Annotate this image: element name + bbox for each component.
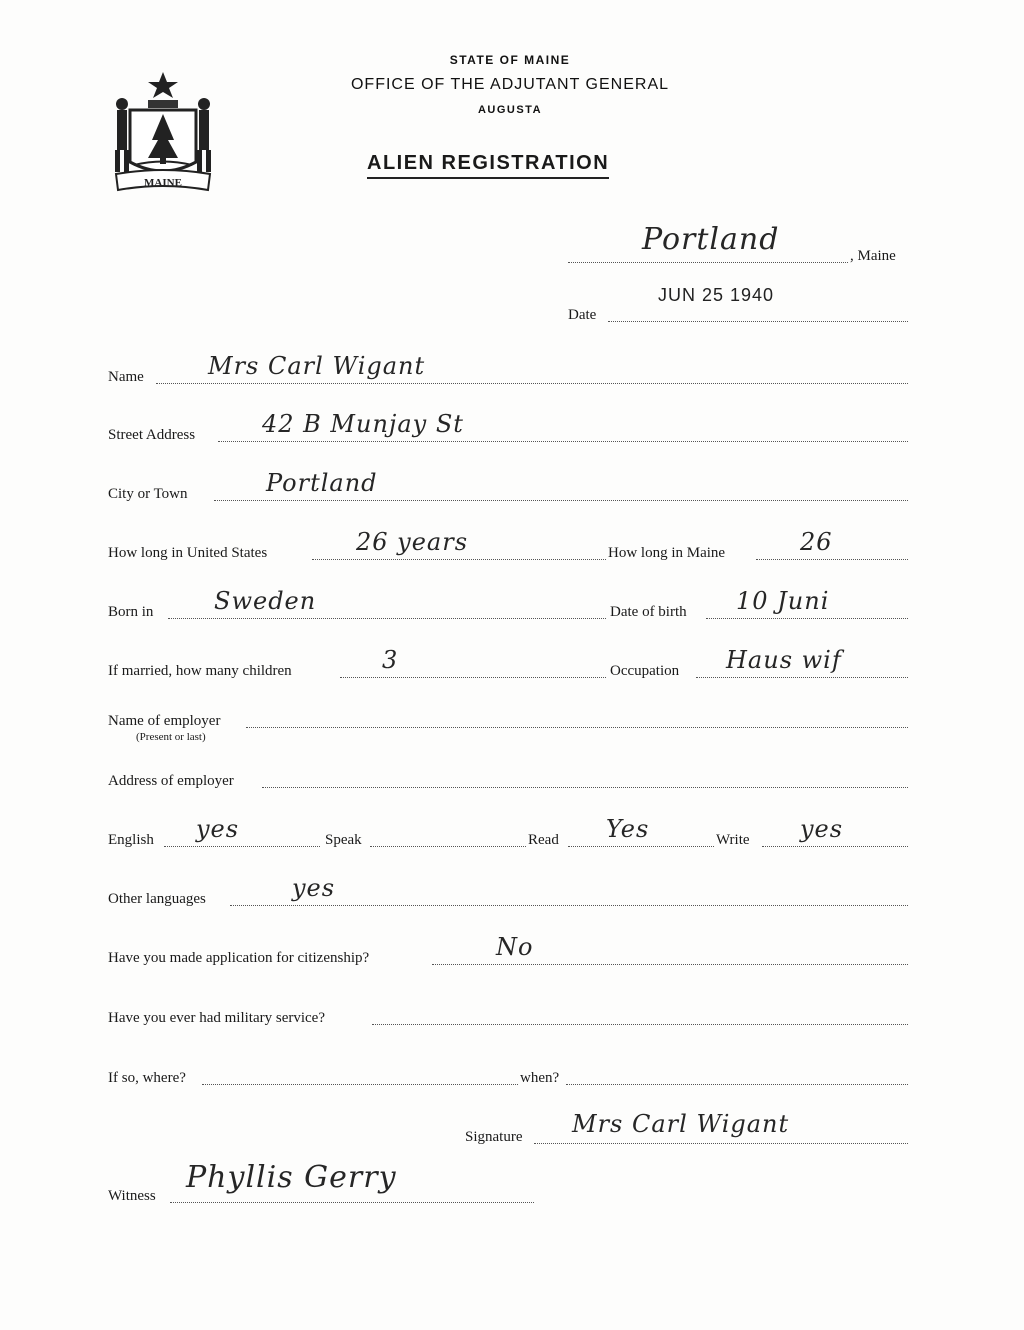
citizenship-label: Have you made application for citizenship? <box>108 950 370 966</box>
read-line <box>568 846 714 847</box>
name-label: Name <box>108 369 144 385</box>
employer-sublabel: (Present or last) <box>136 731 206 743</box>
where-line <box>202 1084 518 1085</box>
us-time-line <box>312 559 606 560</box>
city-label: City or Town <box>108 486 188 502</box>
children-line <box>340 677 606 678</box>
header-city: AUGUSTA <box>477 104 543 116</box>
name-line <box>156 383 908 384</box>
employer-address-line <box>262 787 908 788</box>
children-label: If married, how many children <box>108 663 292 679</box>
languages-label: Other languages <box>108 891 206 907</box>
write-value: yes <box>800 815 844 843</box>
citizenship-value: No <box>496 933 534 961</box>
born-value: Sweden <box>214 587 317 615</box>
when-label: when? <box>520 1070 560 1086</box>
signature-value: Mrs Carl Wigant <box>572 1110 790 1138</box>
signature-label: Signature <box>465 1129 523 1145</box>
english-value: yes <box>196 815 240 843</box>
speak-label: Speak <box>325 832 362 848</box>
signature-line <box>534 1143 908 1144</box>
military-line <box>372 1024 908 1025</box>
us-time-value: 26 years <box>356 528 469 556</box>
speak-line <box>370 846 526 847</box>
where-label: If so, where? <box>108 1070 186 1086</box>
city-line <box>214 500 908 501</box>
occupation-value: Haus wif <box>726 646 842 674</box>
dob-label: Date of birth <box>610 604 687 620</box>
when-line <box>566 1084 908 1085</box>
born-label: Born in <box>108 604 154 620</box>
form-title: ALIEN REGISTRATION <box>367 152 609 179</box>
witness-value: Phyllis Gerry <box>186 1160 397 1195</box>
maine-time-line <box>756 559 908 560</box>
witness-label: Witness <box>108 1188 156 1204</box>
languages-line <box>230 905 908 906</box>
header-office: OFFICE OF THE ADJUTANT GENERAL <box>350 76 670 93</box>
children-value: 3 <box>382 646 399 674</box>
street-line <box>218 441 908 442</box>
employer-line <box>246 727 908 728</box>
english-line <box>164 846 320 847</box>
military-label: Have you ever had military service? <box>108 1010 325 1026</box>
header-state: STATE OF MAINE <box>449 53 571 67</box>
place-line <box>568 262 848 263</box>
us-time-label: How long in United States <box>108 545 268 561</box>
maine-time-value: 26 <box>800 528 833 556</box>
seal-banner-text: MAINE <box>144 177 182 189</box>
born-line <box>168 618 606 619</box>
place-suffix: , Maine <box>850 248 896 264</box>
occupation-line <box>696 677 908 678</box>
write-line <box>762 846 908 847</box>
read-value: Yes <box>606 815 650 843</box>
employer-address-label: Address of employer <box>108 773 234 789</box>
languages-value: yes <box>292 874 336 902</box>
english-label: English <box>108 832 154 848</box>
street-value: 42 B Munjay St <box>262 410 464 438</box>
dob-line <box>706 618 908 619</box>
dob-value: 10 Juni <box>736 587 830 615</box>
maine-time-label: How long in Maine <box>608 545 726 561</box>
place-value: Portland <box>642 222 780 257</box>
witness-line <box>170 1202 534 1203</box>
employer-label: Name of employer <box>108 713 221 729</box>
date-label: Date <box>568 307 597 323</box>
street-label: Street Address <box>108 427 196 443</box>
occupation-label: Occupation <box>610 663 680 679</box>
date-stamp: JUN 25 1940 <box>658 285 775 305</box>
write-label: Write <box>716 832 750 848</box>
read-label: Read <box>528 832 559 848</box>
name-value: Mrs Carl Wigant <box>208 352 426 380</box>
city-value: Portland <box>266 469 378 497</box>
date-line <box>608 321 908 322</box>
citizenship-line <box>432 964 908 965</box>
maine-state-seal-icon <box>112 70 214 198</box>
